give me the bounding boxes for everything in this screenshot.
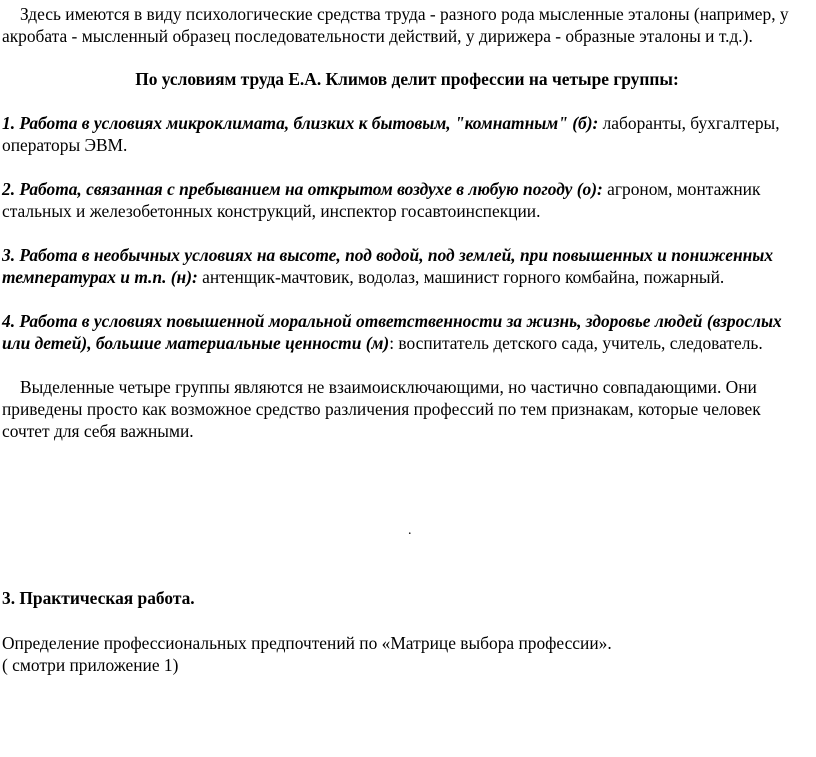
- practical-section: [2, 587, 812, 676]
- practical-title: 3. Практическая работа.: [2, 588, 195, 608]
- group-examples: агроном, монтажник стальных и железобетонных конструкций, инспектор госавтоинспекции.: [2, 179, 761, 221]
- intro-paragraph: Здесь имеются в виду психологические средства труда - разного рода мысленные эталоны (например, у акробата - мысленный образец последовательности действий, у дирижера - образные эталоны и т.д.).: [2, 4, 789, 46]
- conclusion-paragraph: Выделенные четыре группы являются не взаимоисключающими, но частично совпадающими. Они приведены просто как возможное средство различения профессий по тем признакам, которые человек сочтет для себя важными.: [2, 377, 761, 441]
- group-examples: : воспитатель детского сада, учитель, следователь.: [389, 333, 763, 353]
- appendix-reference: ( смотри приложение 1): [2, 655, 179, 675]
- document-body: [2, 3, 812, 442]
- group-title: 2. Работа, связанная с пребыванием на открытом воздухе в любую погоду (о):: [2, 179, 603, 199]
- groups-heading: По условиям труда Е.А. Климов делит профессии на четыре группы:: [135, 69, 679, 89]
- group-item: [2, 244, 812, 288]
- separator-dot: .: [408, 523, 412, 538]
- group-examples: антенщик-мачтовик, водолаз, машинист горного комбайна, пожарный.: [197, 267, 725, 287]
- group-title: 3. Работа в необычных условиях на высоте, под водой, под землей, при повышенных и пониженных температурах и т.п. (н):: [2, 245, 774, 287]
- group-examples: лаборанты, бухгалтеры, операторы ЭВМ.: [2, 113, 780, 155]
- group-title: 1. Работа в условиях микроклимата, близких к бытовым, "комнатным" (б):: [2, 113, 599, 133]
- group-item: [2, 310, 812, 354]
- group-item: [2, 112, 812, 156]
- group-item: [2, 178, 812, 222]
- practical-description: Определение профессиональных предпочтений по «Матрице выбора профессии».: [2, 633, 612, 653]
- group-title: 4. Работа в условиях повышенной моральной ответственности за жизнь, здоровье людей (взрослых или детей), большие материальные ценности (м): [2, 311, 782, 353]
